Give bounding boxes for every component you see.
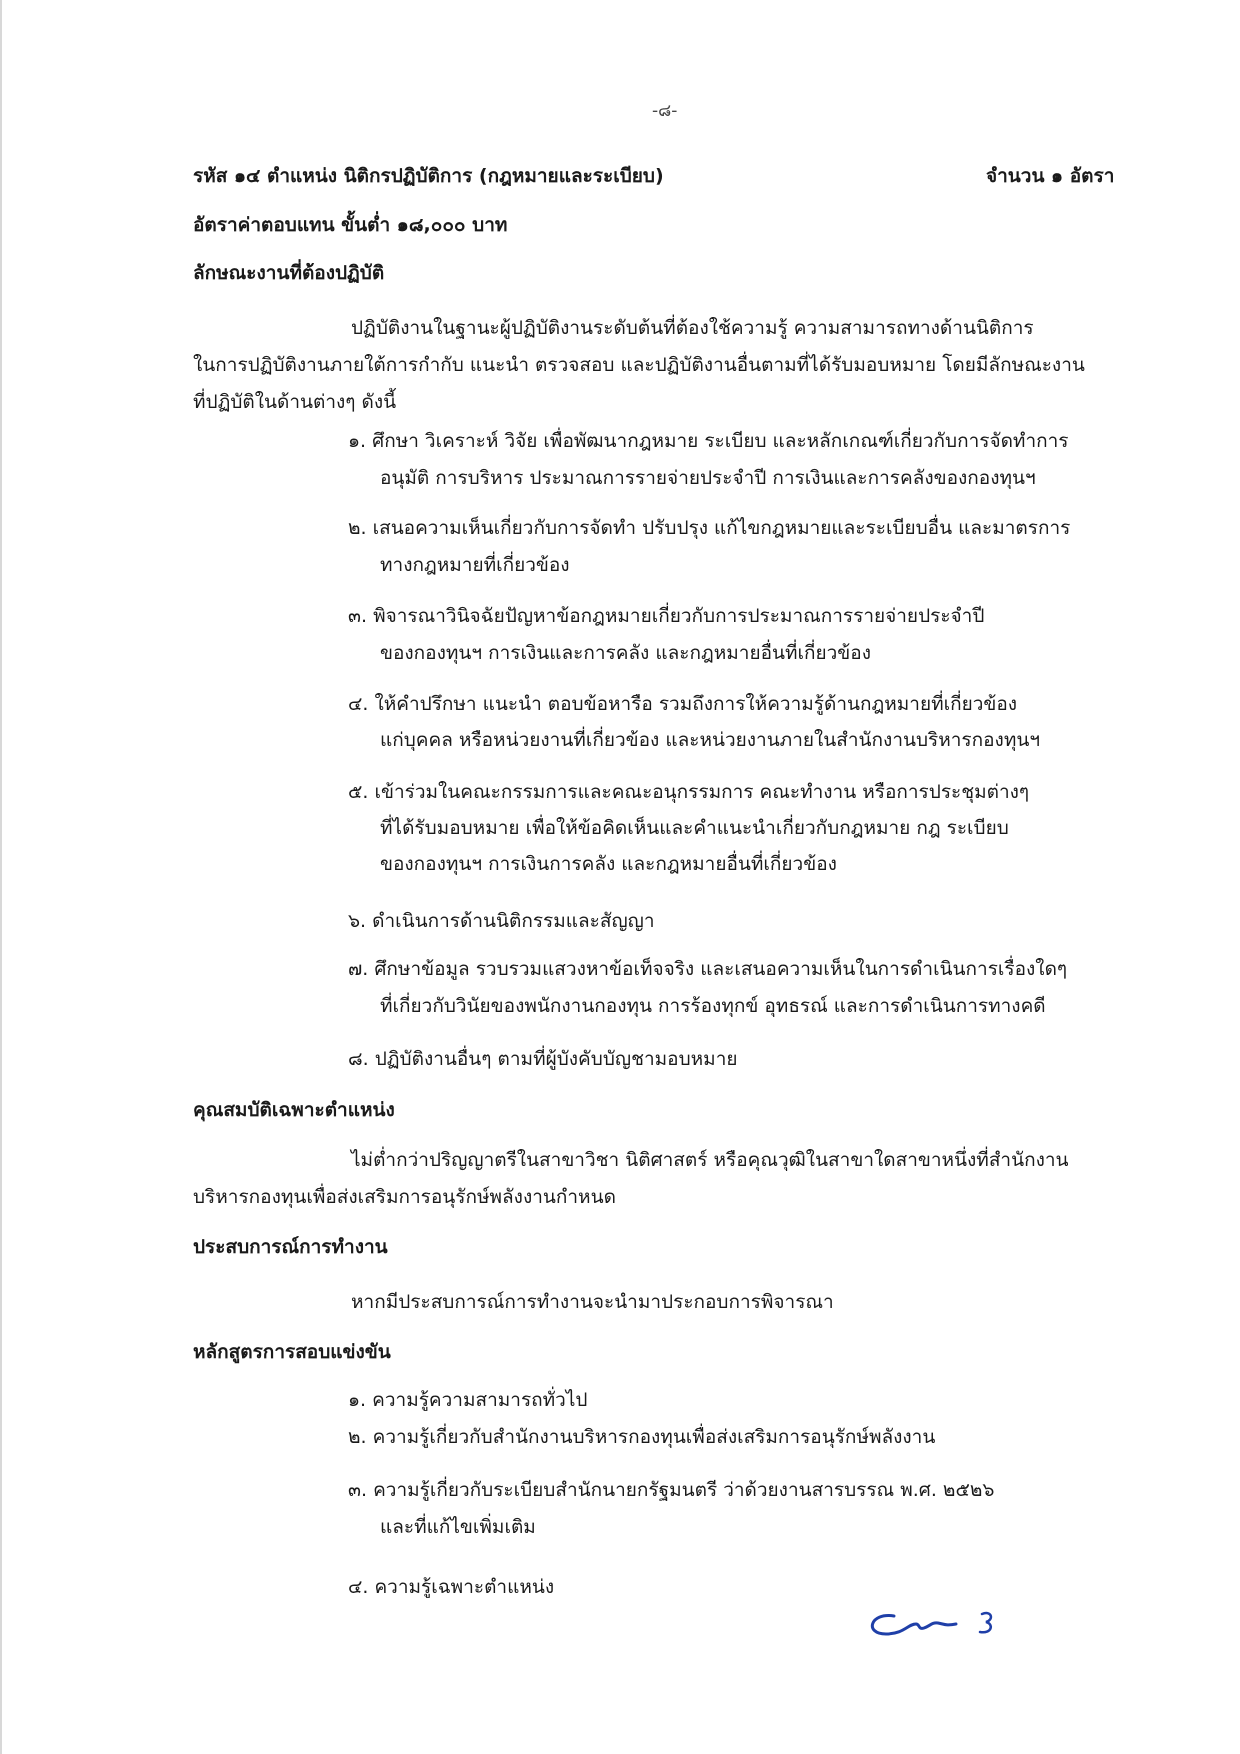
qualifications-heading: คุณสมบัติเฉพาะตำแหน่ง [193, 1099, 395, 1121]
duties-intro-line: ปฏิบัติงานในฐานะผู้ปฏิบัติงานระดับต้นที่ต้องใช้ความรู้ ความสามารถทางด้านนิติการ [351, 317, 1034, 339]
salary-line: อัตราค่าตอบแทน ขั้นต่ำ ๑๘,๐๐๐ บาท [193, 214, 508, 236]
exam-item: ๑. ความรู้ความสามารถทั่วไป [348, 1389, 588, 1411]
duty-item-continuation: ของกองทุนฯ การเงินการคลัง และกฎหมายอื่นที่เกี่ยวข้อง [380, 853, 837, 875]
duty-item: ๒. เสนอความเห็นเกี่ยวกับการจัดทำ ปรับปรุง แก้ไขกฎหมายและระเบียบอื่น และมาตรการ [348, 517, 1071, 539]
exam-item: ๔. ความรู้เฉพาะตำแหน่ง [348, 1576, 555, 1598]
duties-heading: ลักษณะงานที่ต้องปฏิบัติ [193, 262, 385, 284]
duty-item: ๔. ให้คำปรึกษา แนะนำ ตอบข้อหารือ รวมถึงการให้ความรู้ด้านกฎหมายที่เกี่ยวข้อง [348, 693, 1018, 715]
position-count: จำนวน ๑ อัตรา [986, 165, 1115, 187]
page-number: -๘- [652, 101, 678, 121]
exam-item-continuation: และที่แก้ไขเพิ่มเติม [380, 1516, 536, 1538]
exam-heading: หลักสูตรการสอบแข่งขัน [193, 1341, 391, 1363]
duty-item: ๗. ศึกษาข้อมูล รวบรวมแสวงหาข้อเท็จจริง และเสนอความเห็นในการดำเนินการเรื่องใดๆ [348, 958, 1068, 980]
duty-item: ๑. ศึกษา วิเคราะห์ วิจัย เพื่อพัฒนากฎหมาย ระเบียบ และหลักเกณฑ์เกี่ยวกับการจัดทำการ [348, 430, 1069, 452]
duties-intro-line: ที่ปฏิบัติในด้านต่างๆ ดังนี้ [193, 391, 397, 413]
exam-item: ๒. ความรู้เกี่ยวกับสำนักงานบริหารกองทุนเพื่อส่งเสริมการอนุรักษ์พลังงาน [348, 1426, 936, 1448]
experience-heading: ประสบการณ์การทำงาน [193, 1236, 388, 1258]
duty-item-continuation: แก่บุคคล หรือหน่วยงานที่เกี่ยวข้อง และหน่วยงานภายในสำนักงานบริหารกองทุนฯ [380, 729, 1041, 751]
duty-item: ๘. ปฏิบัติงานอื่นๆ ตามที่ผู้บังคับบัญชามอบหมาย [348, 1048, 738, 1070]
duty-item: ๕. เข้าร่วมในคณะกรรมการและคณะอนุกรรมการ คณะทำงาน หรือการประชุมต่างๆ [348, 781, 1030, 803]
duty-item-continuation: ทางกฎหมายที่เกี่ยวข้อง [380, 554, 570, 576]
duty-item-continuation: อนุมัติ การบริหาร ประมาณการรายจ่ายประจำปี การเงินและการคลังของกองทุนฯ [380, 467, 1036, 489]
exam-item: ๓. ความรู้เกี่ยวกับระเบียบสำนักนายกรัฐมนตรี ว่าด้วยงานสารบรรณ พ.ศ. ๒๕๒๖ [348, 1479, 995, 1501]
position-title: รหัส ๑๔ ตำแหน่ง นิติกรปฏิบัติการ (กฎหมายและระเบียบ) [193, 165, 664, 187]
duties-intro-line: ในการปฏิบัติงานภายใต้การกำกับ แนะนำ ตรวจสอบ และปฏิบัติงานอื่นตามที่ได้รับมอบหมาย โดยมีลักษณะงาน [193, 354, 1085, 376]
duty-item-continuation: ของกองทุนฯ การเงินและการคลัง และกฎหมายอื่นที่เกี่ยวข้อง [380, 642, 871, 664]
duty-item: ๓. พิจารณาวินิจฉัยปัญหาข้อกฎหมายเกี่ยวกับการประมาณการรายจ่ายประจำปี [348, 605, 985, 627]
qualifications-text-line: บริหารกองทุนเพื่อส่งเสริมการอนุรักษ์พลังงานกำหนด [193, 1186, 616, 1208]
duty-item-continuation: ที่เกี่ยวกับวินัยของพนักงานกองทุน การร้องทุกข์ อุทธรณ์ และการดำเนินการทางคดี [380, 995, 1046, 1017]
qualifications-text-line: ไม่ต่ำกว่าปริญญาตรีในสาขาวิชา นิติศาสตร์ หรือคุณวุฒิในสาขาใดสาขาหนึ่งที่สำนักงาน [351, 1149, 1069, 1171]
duty-item: ๖. ดำเนินการด้านนิติกรรมและสัญญา [348, 910, 655, 932]
experience-text: หากมีประสบการณ์การทำงานจะนำมาประกอบการพิจารณา [351, 1291, 834, 1313]
handwritten-signature [860, 1594, 1000, 1654]
scan-edge-line [0, 0, 2, 1754]
duty-item-continuation: ที่ได้รับมอบหมาย เพื่อให้ข้อคิดเห็นและคำแนะนำเกี่ยวกับกฎหมาย กฎ ระเบียบ [380, 817, 1009, 839]
